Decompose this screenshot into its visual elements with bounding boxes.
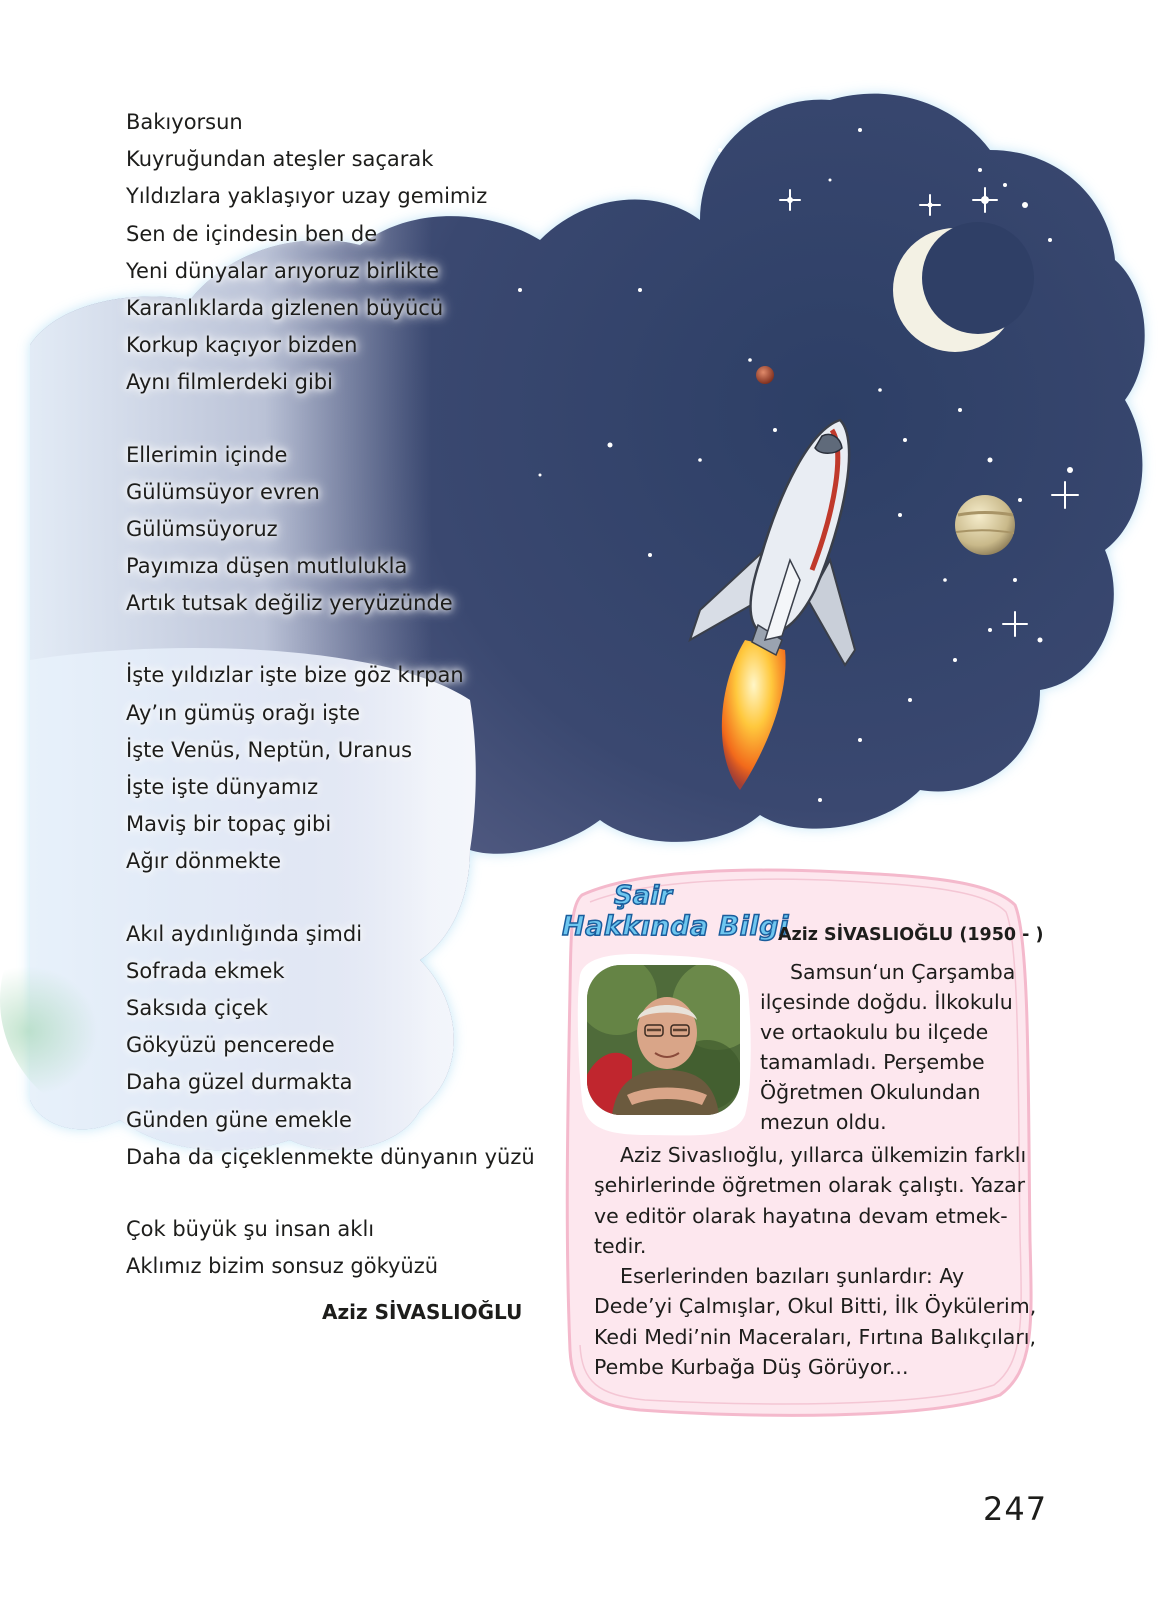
poem-line: Daha da çiçeklenmekte dünyanın yüzü [126,1144,535,1169]
bio-line: tamamladı. Perşembe [760,1050,985,1074]
poem-stanza-5 [126,1211,546,1285]
poem-line: Korkup kaçıyor bizden [126,333,358,358]
poem-line: İşte işte dünyamız [126,775,319,799]
info-title-line2: Hakkında Bilgi [562,911,789,942]
poem-line: Akıl aydınlığında şimdi [126,921,363,946]
poem-line: İşte Venüs, Neptün, Uranus [126,737,413,762]
poem-line: Ay’ın gümüş orağı işte [126,700,361,725]
poem-stanza-4 [126,916,546,1176]
bio-line: Kedi Medi’nin Maceraları, Fırtına Balıkçıları, [594,1324,1036,1349]
poet-name: Aziz SİVASLIOĞLU (1950 - ) [778,925,1044,945]
poem-line: Aynı filmlerdeki gibi [126,370,333,395]
poem-line: Bakıyorsun [126,110,243,134]
bio-line: şehirlerinde öğretmen olarak çalıştı. Yazar [594,1173,1026,1198]
poem-line: Yeni dünyalar arıyoruz birlikte [126,258,440,283]
poem-line: Sofrada ekmek [126,958,285,983]
poem-line: Kuyruğundan ateşler saçarak [126,147,434,172]
bio-line: mezun oldu. [760,1110,887,1134]
bio-line: Aziz Sivaslıoğlu, yıllarca ülkemizin farklı [620,1143,1027,1167]
poem-line: Gülümsüyor evren [126,479,320,504]
poem-author: Aziz SİVASLIOĞLU [322,1300,523,1324]
bio-line: Eserlerinden bazıları şunlardır: Ay [620,1264,965,1289]
bio-line: Pembe Kurbağa Düş Görüyor... [594,1355,909,1380]
poem-line: Ellerimin içinde [126,442,288,467]
poem-line: Karanlıklarda gizlenen büyücü [126,295,444,320]
info-box-title [562,877,789,957]
poem-line: Gülümsüyoruz [126,516,278,541]
bio-line: tedir. [594,1233,647,1258]
poem-line: Maviş bir topaç gibi [126,812,332,837]
poem-line: Artık tutsak değiliz yeryüzünde [126,591,453,616]
poem-stanza-1 [126,104,546,402]
poem-line: İşte yıldızlar işte bize göz kırpan [126,663,464,688]
bio-line: ilçesinde doğdu. İlkokulu [760,990,1013,1014]
bio-line: Samsun‘un Çarşamba [790,960,1016,984]
poem-line: Çok büyük şu insan aklı [126,1216,375,1241]
bio-paragraph-1 [760,957,1015,1137]
poem-line: Saksıda çiçek [126,995,269,1020]
poem-line: Ağır dönmekte [126,849,282,874]
poem [126,104,546,1285]
bio-line: Dede’yi Çalmışlar, Okul Bitti, İlk Öykülerim, [594,1294,1037,1319]
bio-line: ve ortaokulu bu ilçede [760,1020,989,1044]
poem-line: Sen de içindesin ben de [126,221,378,246]
poem-stanza-2 [126,437,546,623]
info-title-line1: Şair [614,881,673,911]
poem-line: Payımıza düşen mutlulukla [126,554,408,579]
poem-line: Günden güne emekle [126,1107,352,1132]
page-number: 247 [983,1490,1048,1528]
poem-line: Daha güzel durmakta [126,1070,353,1095]
poem-line: Aklımız bizim sonsuz gökyüzü [126,1254,439,1279]
poet-photo [587,965,740,1115]
poem-line: Yıldızlara yaklaşıyor uzay gemimiz [126,184,488,209]
poem-stanza-3 [126,657,546,880]
bio-line: Öğretmen Okulundan [760,1080,981,1104]
poem-line: Gökyüzü pencerede [126,1033,335,1058]
bio-paragraphs [594,1140,1037,1382]
bio-line: ve editör olarak hayatına devam etmek- [594,1203,1008,1228]
